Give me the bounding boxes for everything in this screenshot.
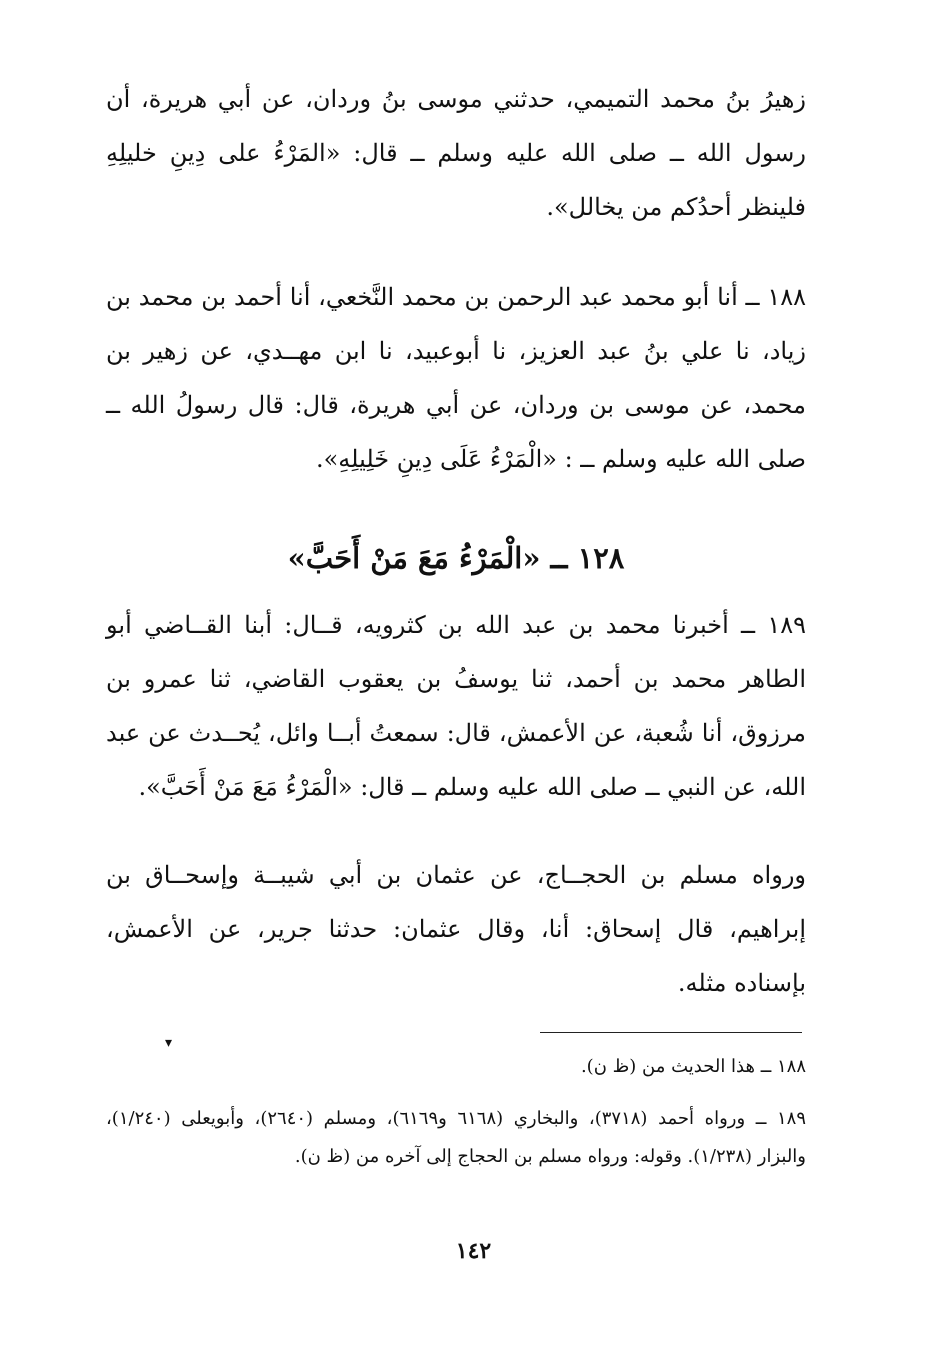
paragraph-hadith-188: ١٨٨ ــ أنا أبو محمد عبد الرحمن بن محمد النَّخعي، أنا أحمد بن محمد بن زياد، نا علي بنُ عبد العزيز، نا أبوعبيد، نا ابن مهــدي، عن زهير بن محمد، عن موسى بن وردان، عن أبي هريرة، قال: قال رسولُ الله ــ صلى الله عليه وسلم ــ : «الْمَرْءُ عَلَى دِينِ خَلِيلِهِ».: [106, 283, 807, 473]
chapter-heading-128: ١٢٨ ــ «الْمَرْءُ مَعَ مَنْ أَحَبَّ»: [287, 541, 625, 575]
paragraph-muslim-narration: ورواه مسلم بن الحجــاج، عن عثمان بن أبي شيبــة وإسحــاق بن إبراهيم، قال إسحاق: أنا، وقال عثمان: حدثنا جرير، عن الأعمش، بإسناده مثله.: [106, 861, 806, 997]
footnote-divider: [540, 1032, 802, 1033]
paragraph-hadith-187-continuation: زهيرُ بنُ محمد التميمي، حدثني موسى بنُ وردان، عن أبي هريرة، أن رسول الله ــ صلى الله عليه وسلم ــ قال: «المَرْءُ على دِينِ خليلِهِ فلينظر أحدُكم من يخالل».: [106, 85, 806, 221]
footnote-188: ١٨٨ ــ هذا الحديث من (ظ ن).: [580, 1056, 806, 1077]
footnote-189: ١٨٩ ــ ورواه أحمد (٣٧١٨)، والبخاري (٦١٦٨ و٦١٦٩)، ومسلم (٢٦٤٠)، وأبويعلى (١/٢٤٠)، والبزار (١/٢٣٨). وقوله: ورواه مسلم بن الحجاج إلى آخره من (ظ ن).: [106, 1108, 806, 1167]
page-number: ١٤٢: [455, 1238, 492, 1264]
stray-mark-icon: ▾: [165, 1035, 173, 1051]
paragraph-hadith-189: ١٨٩ ــ أخبرنا محمد بن عبد الله بن كثرويه، قــال: أبنا القــاضي أبو الطاهر محمد بن أحمد، ثنا يوسفُ بن يعقوب القاضي، ثنا عمرو بن مرزوق، أنا شُعبة، عن الأعمش، قال: سمعتُ أبــا وائل، يُحــدث عن عبد الله، عن النبي ــ صلى الله عليه وسلم ــ قال: «الْمَرْءُ مَعَ مَنْ أَحَبَّ».: [106, 611, 806, 801]
